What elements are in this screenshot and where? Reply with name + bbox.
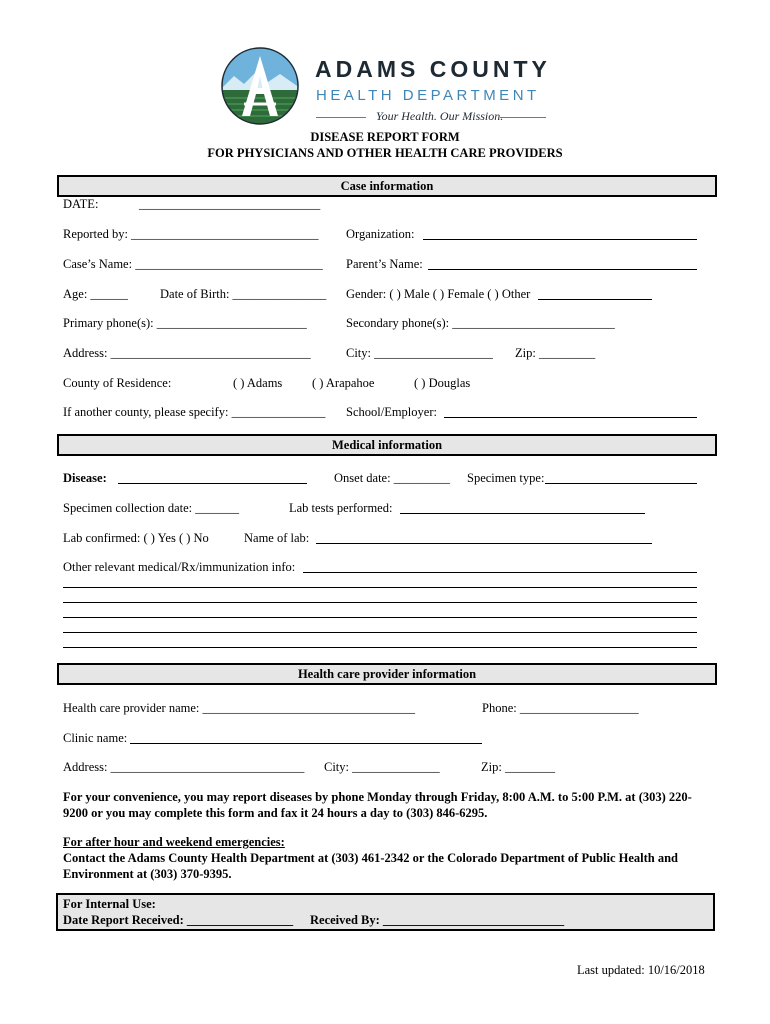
lab-tests-label: Lab tests performed:: [289, 501, 393, 515]
provider-section-header: Health care provider information: [57, 663, 717, 685]
phone-report-note-line: 9200 or you may complete this form and fax it 24 hours a day to (303) 846-6295.: [63, 806, 488, 820]
internal-use-heading: For Internal Use:: [63, 897, 156, 911]
form-title: DISEASE REPORT FORM: [310, 130, 460, 144]
other-info-line[interactable]: [63, 602, 697, 603]
provider-name-field[interactable]: Health care provider name: __________________________________: [63, 701, 416, 715]
address-field[interactable]: Address: ________________________________: [63, 346, 311, 360]
other-info-field[interactable]: [303, 572, 697, 573]
emergency-note-line: Environment at (303) 370-9395.: [63, 867, 232, 881]
phone-report-note: [63, 789, 708, 821]
tagline-rule-right: [500, 117, 546, 118]
primary-phone-field[interactable]: Primary phone(s): ________________________: [63, 316, 307, 330]
phone-report-note-line: For your convenience, you may report diseases by phone Monday through Friday, 8:00 A.M. to 5:00 P.M. at (303) 220-: [63, 790, 692, 804]
specimen-type-field[interactable]: [545, 483, 697, 484]
provider-zip-field[interactable]: Zip: ________: [481, 760, 555, 774]
county-label: County of Residence:: [63, 376, 172, 390]
gender-options[interactable]: Gender: ( ) Male ( ) Female ( ) Other: [346, 287, 531, 301]
zip-field[interactable]: Zip: _________: [515, 346, 596, 360]
clinic-name-label: Clinic name:: [63, 731, 128, 745]
school-label: School/Employer:: [346, 405, 437, 419]
onset-date-field[interactable]: Onset date: _________: [334, 471, 450, 485]
secondary-phone-field[interactable]: Secondary phone(s): __________________________: [346, 316, 615, 330]
medical-section-header: Medical information: [57, 434, 717, 456]
emergency-heading: For after hour and weekend emergencies:: [63, 835, 285, 849]
other-info-line[interactable]: [63, 632, 697, 633]
other-info-line[interactable]: [63, 647, 697, 648]
county-arapahoe-option[interactable]: ( ) Arapahoe: [312, 376, 375, 390]
tagline-rule-left: [316, 117, 366, 118]
lab-name-field[interactable]: [316, 543, 652, 544]
case-section-header: Case information: [57, 175, 717, 197]
lab-tests-field[interactable]: [400, 513, 645, 514]
provider-address-field[interactable]: Address: _______________________________: [63, 760, 305, 774]
other-county-field[interactable]: If another county, please specify: _______________: [63, 405, 326, 419]
emergency-note: [63, 834, 708, 882]
city-field[interactable]: City: ___________________: [346, 346, 493, 360]
provider-city-field[interactable]: City: ______________: [324, 760, 440, 774]
county-adams-option[interactable]: ( ) Adams: [233, 376, 283, 390]
county-douglas-option[interactable]: ( ) Douglas: [414, 376, 471, 390]
last-updated: Last updated: 10/16/2018: [577, 963, 705, 977]
dept-name: HEALTH DEPARTMENT: [316, 87, 540, 104]
date-label: DATE:: [63, 197, 99, 211]
clinic-name-field[interactable]: [130, 743, 482, 744]
school-field[interactable]: [444, 417, 697, 418]
parent-name-label: Parent’s Name:: [346, 257, 423, 271]
tagline: Your Health. Our Mission.: [376, 109, 504, 123]
lab-confirmed-options[interactable]: Lab confirmed: ( ) Yes ( ) No: [63, 531, 209, 545]
reported-by-field[interactable]: Reported by: ______________________________: [63, 227, 319, 241]
other-info-label: Other relevant medical/Rx/immunization info:: [63, 560, 296, 574]
lab-name-label: Name of lab:: [244, 531, 310, 545]
internal-use-box: [56, 893, 715, 931]
other-info-line[interactable]: [63, 617, 697, 618]
organization-field[interactable]: [423, 239, 697, 240]
gender-other-field[interactable]: [538, 299, 652, 300]
parent-name-field[interactable]: [428, 269, 697, 270]
collection-date-field[interactable]: Specimen collection date: _______: [63, 501, 239, 515]
date-field[interactable]: _____________________________: [139, 197, 321, 211]
age-field[interactable]: Age: ______: [63, 287, 128, 301]
date-received-field[interactable]: Date Report Received: _________________: [63, 913, 294, 927]
form-subtitle: FOR PHYSICIANS AND OTHER HEALTH CARE PROVIDERS: [207, 146, 563, 160]
organization-label: Organization:: [346, 227, 415, 241]
case-name-field[interactable]: Case’s Name: ______________________________: [63, 257, 323, 271]
org-name: ADAMS COUNTY: [315, 56, 551, 82]
disease-label: Disease:: [63, 471, 107, 485]
county-logo: [220, 46, 300, 130]
disease-field[interactable]: [118, 483, 307, 484]
received-by-field[interactable]: Received By: _____________________________: [310, 913, 565, 927]
other-info-line[interactable]: [63, 587, 697, 588]
specimen-type-label: Specimen type:: [467, 471, 545, 485]
dob-field[interactable]: Date of Birth: _______________: [160, 287, 327, 301]
provider-phone-field[interactable]: Phone: ___________________: [482, 701, 639, 715]
emergency-note-line: Contact the Adams County Health Department at (303) 461-2342 or the Colorado Department of Public Health and: [63, 851, 679, 865]
